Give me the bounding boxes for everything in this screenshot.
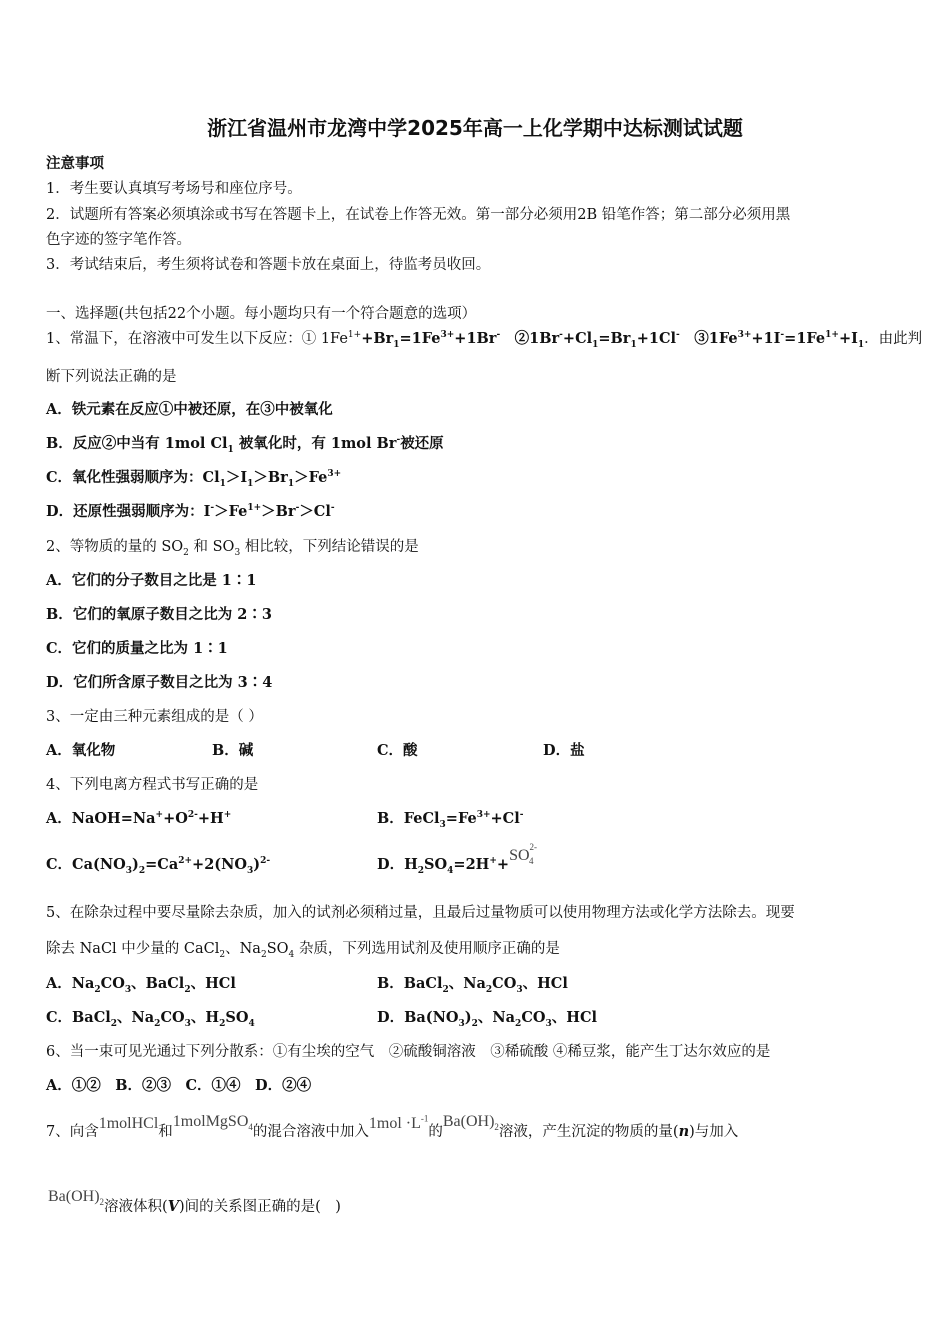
q2-option-a: A．它们的分子数目之比是 1∶1: [46, 572, 257, 589]
notice-item: 色字迹的签字笔作答。: [46, 232, 191, 248]
q4-option-c: C．$Ca(NO_3)_2=Ca^{2+}+2(NO_3)^{2-}$: [46, 856, 271, 876]
notice-heading: 注意事项: [46, 155, 104, 172]
q5-option-a: A．$Na_2CO_3$、BaCl$_2$、HCl: [46, 975, 236, 995]
question-5-stem-cont: 除去 NaCl 中少量的 CaCl$_2$、$Na_2SO_4$ 杂质，下列选用试剂及使用顺序正确的是: [46, 941, 560, 960]
notice-item: 3．考试结束后，考生须将试卷和答题卡放在桌面上，待监考员收回。: [46, 257, 491, 273]
question-7-stem-cont: $Ba(OH)_2$溶液体积(V)间的关系图正确的是( ): [48, 1188, 341, 1215]
q3-option-d: D．盐: [543, 742, 585, 759]
q3-option-a: A．氧化物: [46, 742, 116, 759]
q3-option-b: B．碱: [212, 742, 254, 759]
question-4-stem: 4、下列电离方程式书写正确的是: [46, 777, 259, 793]
question-3-stem: 3、一定由三种元素组成的是（ ）: [46, 709, 263, 725]
q1-option-d: D．还原性强弱顺序为：$I^->Fe^{1+}>Br^->Cl^-$: [46, 503, 335, 520]
page-title: 浙江省温州市龙湾中学2025年高一上化学期中达标测试试题: [207, 116, 743, 140]
q5-option-d: D．$Ba(NO_3)_2$、$Na_2CO_3$、HCl: [377, 1009, 597, 1029]
question-6-stem: 6、当一束可见光通过下列分散系：①有尘埃的空气 ②硫酸铜溶液 ③稀硫酸 ④稀豆浆，能产生丁达尔效应的是: [46, 1044, 771, 1060]
q4-option-b: B．$FeCl_3=Fe^{3+}+Cl^-$: [377, 810, 524, 830]
notice-item: 1．考生要认真填写考场号和座位序号。: [46, 181, 302, 197]
q1-option-a: A．铁元素在反应①中被还原，在③中被氧化: [46, 401, 333, 418]
question-5-stem: 5、在除杂过程中要尽量除去杂质，加入的试剂必须稍过量，且最后过量物质可以使用物理方法或化学方法除去。现要: [46, 905, 795, 921]
q6-options: A．①② B．②③ C．①④ D．②④: [46, 1077, 312, 1094]
q4-option-a: A．$NaOH=Na^++O^{2-}+H^+$: [46, 810, 232, 827]
q2-option-c: C．它们的质量之比为 1∶1: [46, 640, 228, 657]
q4-option-d: D．$H_2SO_4=2H^++SO^{2-}_4$: [377, 841, 538, 876]
question-1-stem-cont: 断下列说法正确的是: [46, 369, 177, 385]
question-2-stem: 2、等物质的量的 $SO_2$ 和 $SO_3$ 相比较，下列结论错误的是: [46, 539, 419, 558]
notice-item: 2．试题所有答案必须填涂或书写在答题卡上，在试卷上作答无效。第一部分必须用2B 铅笔作答；第二部分必须用黑: [46, 207, 791, 223]
question-7-stem: 7、向含1molHCl和1molMgSO$_4$的混合溶液中加入$1mol \cdot L^{-1}$的$Ba(OH)_2$溶液，产生沉淀的物质的量(n)与加入: [46, 1113, 739, 1140]
q5-option-b: B．BaCl$_2$、$Na_2CO_3$、HCl: [377, 975, 568, 995]
section-heading: 一、选择题(共包括22个小题。每小题均只有一个符合题意的选项）: [46, 306, 477, 322]
q3-option-c: C．酸: [377, 742, 418, 759]
q1-option-c: C．氧化性强弱顺序为：$Cl_1>I_1>Br_1>Fe^{3+}$: [46, 469, 342, 489]
q5-option-c: C．BaCl$_2$、$Na_2CO_3$、$H_2SO_4$: [46, 1009, 255, 1029]
q2-option-d: D．它们所含原子数目之比为 3∶4: [46, 674, 273, 691]
question-1-stem: 1、常温下，在溶液中可发生以下反应：① $1Fe^{1+}+Br_1=1Fe^{3+}+1Br^-$ $②1Br^-+Cl_1=Br_1+1Cl^-$ $③1Fe^{3+}+1I^-=1Fe^{1+}+I_1$．由此判: [46, 330, 923, 350]
q2-option-b: B．它们的氧原子数目之比为 2∶3: [46, 606, 272, 623]
q1-option-b: B．反应②中当有 1mol $Cl_1$ 被氧化时，有 1mol Br-被还原: [46, 435, 444, 455]
